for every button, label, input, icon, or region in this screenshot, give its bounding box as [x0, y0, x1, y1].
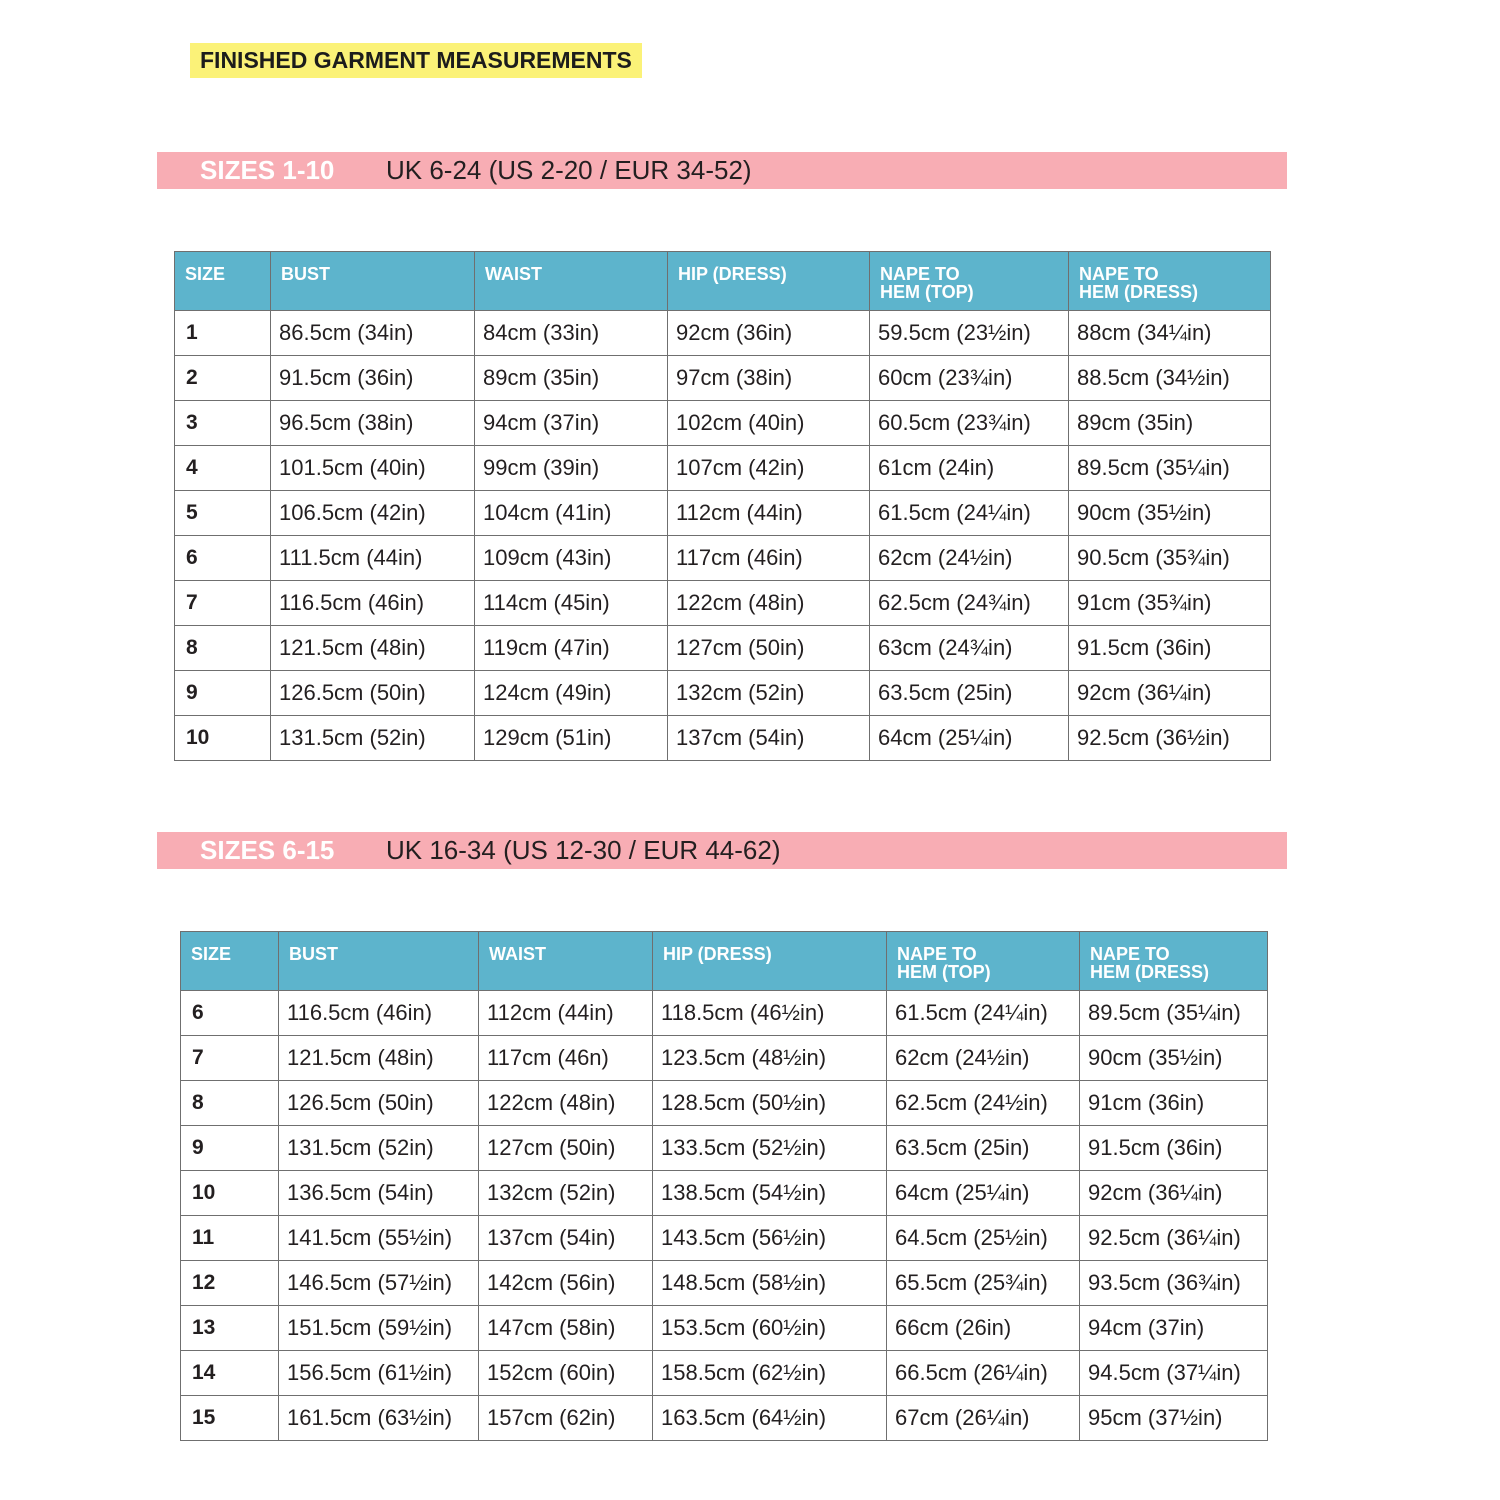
size-cell: 14 [181, 1351, 279, 1396]
nape-to-hem-top-cell: 62.5cm (24¾in) [870, 581, 1069, 626]
hip-dress-cell: 163.5cm (64½in) [653, 1396, 887, 1441]
waist-cell: 122cm (48in) [479, 1081, 653, 1126]
size-cell: 8 [181, 1081, 279, 1126]
nape-to-hem-dress-cell: 92.5cm (36½in) [1069, 716, 1271, 761]
hip-dress-cell: 153.5cm (60½in) [653, 1306, 887, 1351]
bust-cell: 126.5cm (50in) [271, 671, 475, 716]
hip-dress-cell: 102cm (40in) [668, 401, 870, 446]
header-nape-to-hem-dress [1069, 252, 1271, 311]
bust-cell: 161.5cm (63½in) [279, 1396, 479, 1441]
hip-dress-cell: 118.5cm (46½in) [653, 991, 887, 1036]
hip-dress-cell: 148.5cm (58½in) [653, 1261, 887, 1306]
waist-cell: 157cm (62in) [479, 1396, 653, 1441]
size-cell: 12 [181, 1261, 279, 1306]
nape-to-hem-dress-cell: 91.5cm (36in) [1080, 1126, 1268, 1171]
bust-cell: 91.5cm (36in) [271, 356, 475, 401]
header-label: NAPE TO [897, 944, 977, 964]
nape-to-hem-top-cell: 65.5cm (25¾in) [887, 1261, 1080, 1306]
waist-cell: 152cm (60in) [479, 1351, 653, 1396]
table-row [175, 311, 1271, 356]
table-row [175, 536, 1271, 581]
nape-to-hem-dress-cell: 90cm (35½in) [1080, 1036, 1268, 1081]
measurements-table-sizes-1-10 [174, 251, 1271, 761]
waist-cell: 132cm (52in) [479, 1171, 653, 1216]
table-row [181, 1351, 1268, 1396]
nape-to-hem-dress-cell: 92cm (36¼in) [1080, 1171, 1268, 1216]
hip-dress-cell: 132cm (52in) [668, 671, 870, 716]
table-row [175, 491, 1271, 536]
header-label: HIP (DRESS) [678, 264, 787, 284]
bust-cell: 136.5cm (54in) [279, 1171, 479, 1216]
table-row [181, 1081, 1268, 1126]
size-cell: 3 [175, 401, 271, 446]
size-cell: 10 [175, 716, 271, 761]
header-label: BUST [289, 944, 338, 964]
nape-to-hem-top-cell: 60.5cm (23¾in) [870, 401, 1069, 446]
table-row [175, 446, 1271, 491]
nape-to-hem-dress-cell: 89.5cm (35¼in) [1069, 446, 1271, 491]
section-size-conversion: UK 16-34 (US 12-30 / EUR 44-62) [386, 835, 781, 865]
header-hip-dress [668, 252, 870, 311]
table-row [175, 671, 1271, 716]
table-header-row [175, 252, 1271, 311]
size-cell: 15 [181, 1396, 279, 1441]
header-label: BUST [281, 264, 330, 284]
header-waist [475, 252, 668, 311]
header-nape-to-hem-top [870, 252, 1069, 311]
hip-dress-cell: 128.5cm (50½in) [653, 1081, 887, 1126]
bust-cell: 106.5cm (42in) [271, 491, 475, 536]
nape-to-hem-dress-cell: 90.5cm (35¾in) [1069, 536, 1271, 581]
table-row [181, 1216, 1268, 1261]
table-row [181, 1126, 1268, 1171]
bust-cell: 96.5cm (38in) [271, 401, 475, 446]
section-size-range: SIZES 1-10 [200, 155, 335, 185]
table-row [175, 401, 1271, 446]
size-cell: 2 [175, 356, 271, 401]
hip-dress-cell: 127cm (50in) [668, 626, 870, 671]
nape-to-hem-dress-cell: 95cm (37½in) [1080, 1396, 1268, 1441]
header-label: SIZE [185, 264, 226, 284]
size-cell: 13 [181, 1306, 279, 1351]
table-row [175, 716, 1271, 761]
hip-dress-cell: 133.5cm (52½in) [653, 1126, 887, 1171]
header-label: HIP (DRESS) [663, 944, 772, 964]
nape-to-hem-top-cell: 60cm (23¾in) [870, 356, 1069, 401]
nape-to-hem-top-cell: 64.5cm (25½in) [887, 1216, 1080, 1261]
bust-cell: 146.5cm (57½in) [279, 1261, 479, 1306]
header-label: SIZE [191, 944, 232, 964]
header-hip-dress [653, 932, 887, 991]
bust-cell: 121.5cm (48in) [271, 626, 475, 671]
header-size [175, 252, 271, 311]
size-cell: 11 [181, 1216, 279, 1261]
nape-to-hem-dress-cell: 93.5cm (36¾in) [1080, 1261, 1268, 1306]
nape-to-hem-top-cell: 66.5cm (26¼in) [887, 1351, 1080, 1396]
header-label: NAPE TO [880, 264, 960, 284]
measurements-table-sizes-6-15 [180, 931, 1268, 1441]
header-bust [271, 252, 475, 311]
bust-cell: 141.5cm (55½in) [279, 1216, 479, 1261]
hip-dress-cell: 107cm (42in) [668, 446, 870, 491]
hip-dress-cell: 97cm (38in) [668, 356, 870, 401]
header-size [181, 932, 279, 991]
nape-to-hem-top-cell: 63.5cm (25in) [887, 1126, 1080, 1171]
table-row [181, 1306, 1268, 1351]
nape-to-hem-top-cell: 64cm (25¼in) [870, 716, 1069, 761]
table-row [175, 356, 1271, 401]
nape-to-hem-dress-cell: 89.5cm (35¼in) [1080, 991, 1268, 1036]
table-row [175, 581, 1271, 626]
nape-to-hem-top-cell: 61.5cm (24¼in) [887, 991, 1080, 1036]
bust-cell: 121.5cm (48in) [279, 1036, 479, 1081]
header-nape-to-hem-dress [1080, 932, 1268, 991]
nape-to-hem-top-cell: 66cm (26in) [887, 1306, 1080, 1351]
nape-to-hem-dress-cell: 94cm (37in) [1080, 1306, 1268, 1351]
nape-to-hem-dress-cell: 91cm (36in) [1080, 1081, 1268, 1126]
nape-to-hem-top-cell: 61.5cm (24¼in) [870, 491, 1069, 536]
section-size-conversion: UK 6-24 (US 2-20 / EUR 34-52) [386, 155, 752, 185]
nape-to-hem-dress-cell: 92.5cm (36¼in) [1080, 1216, 1268, 1261]
bust-cell: 86.5cm (34in) [271, 311, 475, 356]
hip-dress-cell: 143.5cm (56½in) [653, 1216, 887, 1261]
header-nape-to-hem-top [887, 932, 1080, 991]
waist-cell: 99cm (39in) [475, 446, 668, 491]
table-row [181, 1396, 1268, 1441]
page-title: FINISHED GARMENT MEASUREMENTS [190, 43, 642, 78]
nape-to-hem-dress-cell: 94.5cm (37¼in) [1080, 1351, 1268, 1396]
nape-to-hem-top-cell: 67cm (26¼in) [887, 1396, 1080, 1441]
nape-to-hem-top-cell: 61cm (24in) [870, 446, 1069, 491]
hip-dress-cell: 112cm (44in) [668, 491, 870, 536]
section-band-sizes-6-15 [157, 832, 1287, 869]
waist-cell: 104cm (41in) [475, 491, 668, 536]
waist-cell: 89cm (35in) [475, 356, 668, 401]
size-cell: 4 [175, 446, 271, 491]
size-cell: 6 [181, 991, 279, 1036]
waist-cell: 109cm (43in) [475, 536, 668, 581]
waist-cell: 119cm (47in) [475, 626, 668, 671]
header-label: NAPE TO [1079, 264, 1159, 284]
bust-cell: 131.5cm (52in) [271, 716, 475, 761]
nape-to-hem-dress-cell: 88cm (34¼in) [1069, 311, 1271, 356]
hip-dress-cell: 123.5cm (48½in) [653, 1036, 887, 1081]
section-band-sizes-1-10 [157, 152, 1287, 189]
bust-cell: 126.5cm (50in) [279, 1081, 479, 1126]
nape-to-hem-top-cell: 62.5cm (24½in) [887, 1081, 1080, 1126]
nape-to-hem-top-cell: 59.5cm (23½in) [870, 311, 1069, 356]
table-row [175, 626, 1271, 671]
waist-cell: 84cm (33in) [475, 311, 668, 356]
size-cell: 6 [175, 536, 271, 581]
hip-dress-cell: 92cm (36in) [668, 311, 870, 356]
header-label: WAIST [485, 264, 542, 284]
header-label: WAIST [489, 944, 546, 964]
hip-dress-cell: 138.5cm (54½in) [653, 1171, 887, 1216]
nape-to-hem-dress-cell: 89cm (35in) [1069, 401, 1271, 446]
section-size-range: SIZES 6-15 [200, 835, 335, 865]
waist-cell: 112cm (44in) [479, 991, 653, 1036]
nape-to-hem-top-cell: 63.5cm (25in) [870, 671, 1069, 716]
nape-to-hem-top-cell: 62cm (24½in) [870, 536, 1069, 581]
nape-to-hem-dress-cell: 91.5cm (36in) [1069, 626, 1271, 671]
nape-to-hem-top-cell: 64cm (25¼in) [887, 1171, 1080, 1216]
nape-to-hem-dress-cell: 90cm (35½in) [1069, 491, 1271, 536]
table-header-row [181, 932, 1268, 991]
hip-dress-cell: 137cm (54in) [668, 716, 870, 761]
nape-to-hem-top-cell: 62cm (24½in) [887, 1036, 1080, 1081]
header-label: HEM (TOP) [880, 282, 974, 302]
waist-cell: 117cm (46n) [479, 1036, 653, 1081]
hip-dress-cell: 117cm (46in) [668, 536, 870, 581]
bust-cell: 116.5cm (46in) [279, 991, 479, 1036]
waist-cell: 94cm (37in) [475, 401, 668, 446]
waist-cell: 124cm (49in) [475, 671, 668, 716]
header-bust [279, 932, 479, 991]
nape-to-hem-dress-cell: 92cm (36¼in) [1069, 671, 1271, 716]
waist-cell: 114cm (45in) [475, 581, 668, 626]
table-row [181, 991, 1268, 1036]
waist-cell: 127cm (50in) [479, 1126, 653, 1171]
bust-cell: 131.5cm (52in) [279, 1126, 479, 1171]
table-row [181, 1036, 1268, 1081]
size-cell: 1 [175, 311, 271, 356]
bust-cell: 116.5cm (46in) [271, 581, 475, 626]
bust-cell: 151.5cm (59½in) [279, 1306, 479, 1351]
size-cell: 7 [175, 581, 271, 626]
size-cell: 10 [181, 1171, 279, 1216]
table-row [181, 1171, 1268, 1216]
hip-dress-cell: 122cm (48in) [668, 581, 870, 626]
size-cell: 8 [175, 626, 271, 671]
bust-cell: 101.5cm (40in) [271, 446, 475, 491]
header-waist [479, 932, 653, 991]
header-label: HEM (TOP) [897, 962, 991, 982]
bust-cell: 111.5cm (44in) [271, 536, 475, 581]
waist-cell: 129cm (51in) [475, 716, 668, 761]
hip-dress-cell: 158.5cm (62½in) [653, 1351, 887, 1396]
size-cell: 7 [181, 1036, 279, 1081]
table-row [181, 1261, 1268, 1306]
nape-to-hem-dress-cell: 91cm (35¾in) [1069, 581, 1271, 626]
waist-cell: 142cm (56in) [479, 1261, 653, 1306]
bust-cell: 156.5cm (61½in) [279, 1351, 479, 1396]
waist-cell: 147cm (58in) [479, 1306, 653, 1351]
size-cell: 5 [175, 491, 271, 536]
header-label: NAPE TO [1090, 944, 1170, 964]
nape-to-hem-dress-cell: 88.5cm (34½in) [1069, 356, 1271, 401]
size-cell: 9 [175, 671, 271, 716]
nape-to-hem-top-cell: 63cm (24¾in) [870, 626, 1069, 671]
waist-cell: 137cm (54in) [479, 1216, 653, 1261]
header-label: HEM (DRESS) [1079, 282, 1199, 302]
header-label: HEM (DRESS) [1090, 962, 1210, 982]
size-cell: 9 [181, 1126, 279, 1171]
